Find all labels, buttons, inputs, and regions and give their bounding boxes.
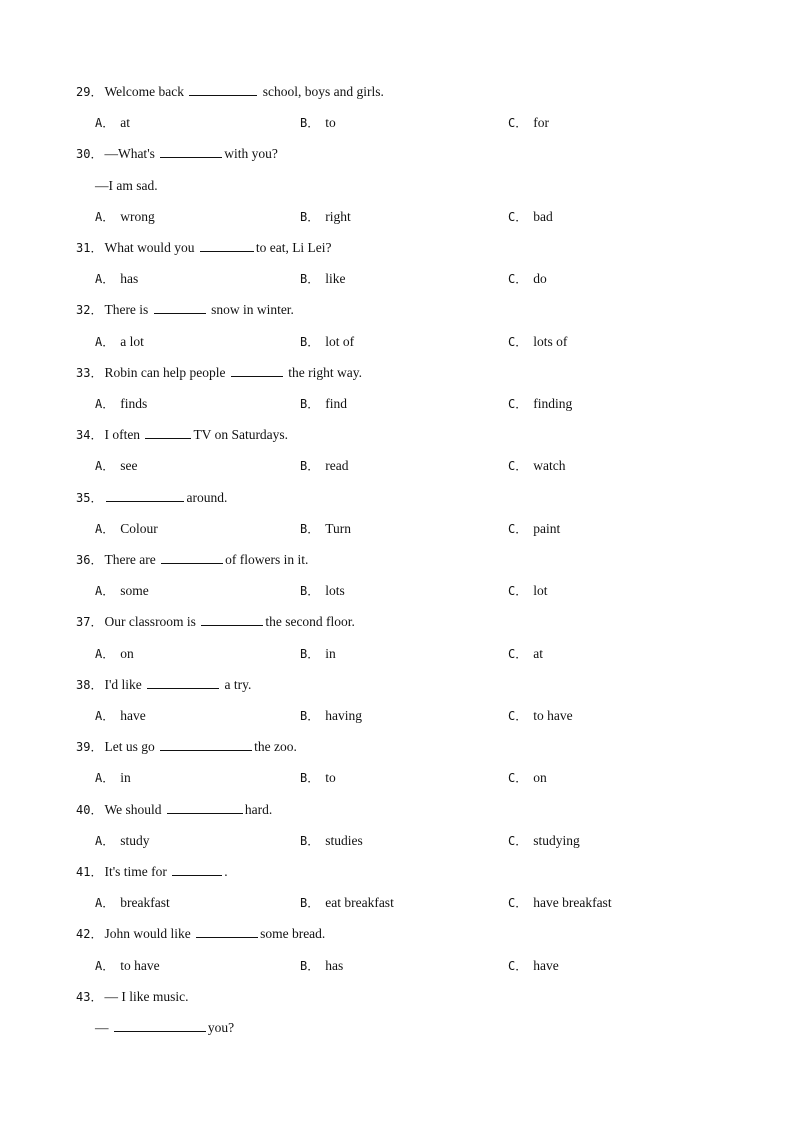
question-text: Welcome back [104,84,188,99]
question-stem [76,489,227,507]
question-stem [76,988,188,1006]
option-b[interactable] [300,707,362,725]
question-text: Our classroom is [104,614,200,630]
option-text: lot [533,583,548,599]
option-letter: C． [508,958,528,973]
option-text: bad [533,208,553,224]
option-text: lots of [533,333,568,349]
option-text: like [325,271,346,287]
option-b[interactable] [300,957,343,975]
option-letter: C． [508,584,528,599]
option-letter: A． [95,334,115,349]
option-b[interactable] [300,894,394,912]
question-text: some bread. [260,926,326,942]
option-a[interactable] [95,395,147,413]
options-row [0,114,794,132]
answer-blank[interactable] [200,239,254,252]
question-text: There is [104,302,152,318]
question-body [104,490,227,505]
question-stem [76,551,308,569]
options-row [0,270,794,288]
option-c[interactable] [508,114,549,132]
question-stem [76,863,228,881]
option-letter: A． [95,584,115,599]
question-text: school, boys and girls. [259,84,384,99]
question-body [104,926,325,941]
question-stem [76,676,251,694]
question-text: TV on Saturdays. [193,427,289,443]
option-letter: A． [95,209,115,224]
option-letter: B． [300,584,320,599]
question-number: 43． [76,989,103,1004]
option-b[interactable] [300,520,351,538]
options-row [0,957,794,975]
option-text: to [325,115,336,131]
option-text: have [120,708,146,723]
option-letter: B． [300,397,320,411]
question-body [104,802,272,817]
option-text: has [120,271,139,287]
option-letter: A． [95,709,115,723]
question-body [104,989,188,1004]
answer-blank[interactable] [189,83,257,96]
question-text: Robin can help people [104,364,229,380]
question-body [104,739,296,754]
option-letter: B． [300,646,320,661]
answer-blank[interactable] [231,364,283,377]
option-text: has [325,957,344,973]
question-stem [76,925,325,943]
question-text: the zoo. [254,739,297,755]
question-text: — [95,1020,112,1035]
question-text: snow in winter. [207,302,294,318]
question-stem [76,613,355,631]
answer-blank[interactable] [114,1019,206,1032]
option-b[interactable] [300,582,345,600]
options-row [0,582,794,600]
option-a[interactable] [95,645,134,663]
question-number: 36． [76,553,103,567]
option-letter: A． [95,833,115,848]
option-letter: A． [95,459,115,474]
question-number: 34． [76,428,103,443]
option-letter: A． [95,521,115,536]
option-c[interactable] [508,832,580,850]
options-row [0,520,794,538]
option-text: watch [533,458,566,474]
option-c[interactable] [508,208,553,226]
option-letter: B． [300,209,320,224]
option-text: finds [120,396,148,411]
option-b[interactable] [300,270,345,288]
answer-blank[interactable] [106,489,184,502]
option-c[interactable] [508,395,572,413]
option-text: finding [533,396,573,411]
option-c[interactable] [508,707,573,725]
question-text: There are [104,552,160,567]
option-b[interactable] [300,114,336,132]
option-a[interactable] [95,582,149,600]
option-letter: C． [508,646,528,661]
option-text: right [325,208,351,224]
option-a[interactable] [95,520,158,538]
option-text: Turn [325,520,352,536]
question-stem [76,364,362,382]
option-text: have breakfast [533,895,612,911]
question-number: 33． [76,365,103,380]
option-letter: C． [508,833,528,848]
option-text: studying [533,832,580,848]
option-letter: B． [300,272,320,287]
option-letter: A． [95,646,115,661]
option-c[interactable] [508,894,612,912]
options-row [0,395,794,413]
question-text: the right way. [284,364,363,380]
option-text: see [120,458,138,474]
question-number: 37． [76,615,103,630]
options-row [0,208,794,226]
option-letter: C． [508,896,528,911]
option-text: in [120,770,131,786]
question-text: of flowers in it. [225,552,309,567]
answer-blank[interactable] [147,676,219,689]
option-text: having [325,708,362,723]
question-body [104,240,331,255]
question-body [104,84,383,99]
options-row [0,457,794,475]
answer-blank[interactable] [160,145,222,158]
question-text: around. [186,489,228,505]
options-row [0,832,794,850]
option-text: some [120,583,149,599]
option-a[interactable] [95,457,137,475]
question-body [104,365,362,380]
question-stem [76,145,278,163]
question-text: I'd like [104,676,146,692]
option-letter: A． [95,958,115,973]
question-text: —What's [104,146,159,162]
option-letter: B． [300,116,320,131]
options-row [0,769,794,787]
option-letter: B． [300,958,320,973]
option-letter: A． [95,272,115,287]
option-a[interactable] [95,894,170,912]
question-body [104,552,308,567]
question-number: 31． [76,241,103,255]
question-number: 42． [76,927,103,942]
option-letter: C． [508,521,528,536]
question-body [104,427,288,442]
option-c[interactable] [508,645,543,663]
option-letter: C． [508,272,528,287]
option-a[interactable] [95,208,155,226]
question-text: . [224,864,228,879]
option-letter: B． [300,334,320,349]
question-body [104,146,277,161]
question-text: a try. [221,676,252,692]
option-text: eat breakfast [325,895,394,911]
option-letter: C． [508,459,528,474]
option-text: Colour [120,520,158,536]
question-stem [76,738,297,756]
option-text: study [120,832,150,848]
question-text: We should [104,801,165,817]
question-text: hard. [244,801,273,817]
option-text: a lot [120,333,144,349]
option-text: for [533,115,549,131]
question-text: —I am sad. [95,177,158,193]
question-text: with you? [224,146,278,162]
option-text: breakfast [120,895,170,911]
option-b[interactable] [300,457,348,475]
option-letter: C． [508,334,528,349]
option-letter: B． [300,833,320,848]
option-b[interactable] [300,832,363,850]
option-letter: B． [300,521,320,536]
question-body [104,302,293,317]
option-letter: A． [95,397,115,411]
option-c[interactable] [508,520,560,538]
option-b[interactable] [300,333,354,351]
dialogue-line [95,177,158,195]
option-letter: C． [508,771,528,786]
option-text: in [325,645,336,661]
option-text: paint [533,520,561,536]
question-number: 41． [76,865,103,879]
options-row [0,333,794,351]
answer-blank[interactable] [154,301,206,314]
question-number: 38． [76,677,103,692]
question-number: 35． [76,490,103,505]
option-text: to [325,770,336,786]
question-body [104,677,251,692]
question-text: — I like music. [104,988,189,1004]
option-text: read [325,458,349,474]
question-number: 30． [76,147,103,162]
option-b[interactable] [300,645,336,663]
option-letter: C． [508,397,528,411]
answer-blank[interactable] [161,551,223,564]
option-letter: B． [300,709,320,723]
option-c[interactable] [508,333,567,351]
option-a[interactable] [95,333,144,351]
question-text: to eat, Li Lei? [255,240,332,255]
option-a[interactable] [95,270,138,288]
options-row [0,645,794,663]
option-text: studies [325,832,363,848]
option-letter: B． [300,896,320,911]
option-text: on [120,645,134,661]
option-c[interactable] [508,769,547,787]
option-text: lots [325,583,345,599]
question-body [104,614,354,629]
option-text: have [533,957,559,973]
answer-blank[interactable] [167,801,243,814]
question-stem [76,801,272,819]
option-c[interactable] [508,457,565,475]
option-letter: B． [300,459,320,474]
options-row [0,707,794,725]
option-text: at [533,645,543,661]
answer-blank[interactable] [145,426,191,439]
answer-blank[interactable] [196,925,258,938]
option-text: lot of [325,333,355,349]
option-text: on [533,770,547,786]
question-stem [76,239,332,257]
option-letter: A． [95,896,115,911]
question-text: I often [104,427,144,443]
question-number: 40． [76,802,103,817]
option-letter: B． [300,771,320,786]
option-c[interactable] [508,582,548,600]
option-text: do [533,271,547,287]
option-a[interactable] [95,114,130,132]
option-text: at [120,115,130,131]
option-a[interactable] [95,832,150,850]
answer-blank[interactable] [172,863,222,876]
question-number: 32． [76,303,103,318]
option-c[interactable] [508,957,559,975]
question-text: Let us go [104,739,159,755]
option-letter: C． [508,209,528,224]
option-b[interactable] [300,395,347,413]
option-letter: C． [508,116,528,131]
question-text: What would you [104,240,198,255]
option-text: find [325,396,347,411]
question-text: John would like [104,926,195,942]
dialogue-line [95,1019,234,1037]
question-stem [76,83,384,101]
option-letter: A． [95,116,115,131]
question-number: 39． [76,740,103,755]
options-row [0,894,794,912]
option-text: to have [120,957,160,973]
question-stem [76,301,294,319]
answer-blank[interactable] [201,613,263,626]
question-number: 29． [76,85,103,99]
option-b[interactable] [300,769,336,787]
question-stem [76,426,288,444]
answer-blank[interactable] [160,738,252,751]
option-text: wrong [120,208,155,224]
option-letter: A． [95,771,115,786]
question-text: It's time for [104,864,171,879]
question-body [104,864,227,879]
option-letter: C． [508,709,528,723]
option-c[interactable] [508,270,547,288]
option-text: to have [533,708,573,723]
question-text: you? [207,1020,235,1035]
question-text: the second floor. [265,614,355,630]
option-b[interactable] [300,208,351,226]
option-a[interactable] [95,957,160,975]
option-a[interactable] [95,769,131,787]
option-a[interactable] [95,707,146,725]
